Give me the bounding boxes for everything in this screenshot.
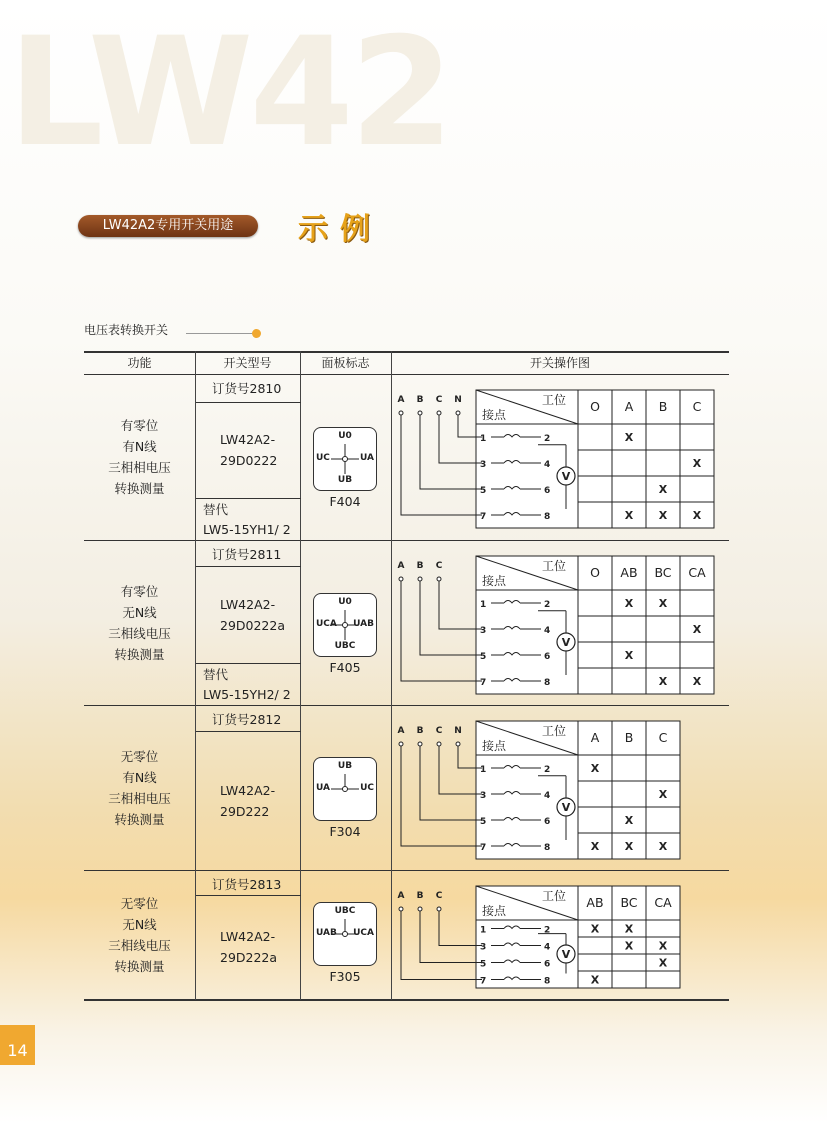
phase-terminal xyxy=(399,907,403,911)
col-divider xyxy=(300,351,301,1000)
terminal-label: 5 xyxy=(480,652,487,662)
terminal-label: 5 xyxy=(480,959,487,970)
row-rule xyxy=(84,870,729,871)
contacts-label: 接点 xyxy=(482,408,507,422)
phase-terminal xyxy=(399,411,403,415)
terminal-label: 4 xyxy=(544,626,551,636)
position-label: O xyxy=(590,399,600,414)
panel-top-label: U0 xyxy=(338,431,352,441)
table-bottom-rule xyxy=(84,999,729,1001)
function-text: 无零位 xyxy=(120,895,159,911)
terminal-label: 8 xyxy=(544,678,551,688)
function-text: 有零位 xyxy=(120,418,159,433)
position-label: BC xyxy=(654,565,672,580)
mark-x: X xyxy=(624,840,634,853)
panel-bottom-label: UB xyxy=(337,475,353,485)
replace-label: 替代 xyxy=(203,667,229,682)
mark-x: X xyxy=(624,597,634,610)
function-text: 三相相电压 xyxy=(108,460,171,475)
phase-terminal xyxy=(418,577,422,581)
mark-x: X xyxy=(658,788,668,801)
mark-x: X xyxy=(624,649,634,662)
phase-label: B xyxy=(416,395,424,405)
work-label: 工位 xyxy=(541,724,566,738)
phase-label: N xyxy=(454,395,462,405)
panel-right-label: UAB xyxy=(353,619,374,629)
model-text: 29D222 xyxy=(220,803,270,819)
phase-terminal xyxy=(437,907,441,911)
order-number: 订货号2812 xyxy=(212,712,282,727)
panel-knob xyxy=(343,457,348,462)
mark-x: X xyxy=(590,762,600,775)
phase-terminal xyxy=(437,411,441,415)
phase-label: A xyxy=(397,395,405,405)
function-text: 三相线电压 xyxy=(108,625,171,641)
panel-symbol xyxy=(313,757,377,821)
order-number: 订货号2811 xyxy=(212,547,282,562)
watermark: LW42 xyxy=(8,6,451,180)
terminal-label: 7 xyxy=(480,512,487,522)
terminal-label: 8 xyxy=(544,512,551,522)
terminal-label: 8 xyxy=(544,843,551,853)
phase-terminal xyxy=(437,577,441,581)
mark-x: X xyxy=(658,840,668,853)
terminal-label: 7 xyxy=(480,678,487,688)
voltmeter-label: V xyxy=(561,801,571,814)
position-label: CA xyxy=(654,895,672,910)
terminal-label: 7 xyxy=(480,843,487,853)
page-number: 14 xyxy=(0,1025,35,1065)
terminal-label: 1 xyxy=(480,925,487,936)
phase-terminal xyxy=(456,411,460,415)
header-rule xyxy=(84,374,729,375)
header-diagram: 开关操作图 xyxy=(529,356,590,370)
mark-x: X xyxy=(624,939,634,953)
phase-terminal xyxy=(418,742,422,746)
panel-knob xyxy=(343,623,348,628)
function-text: 有零位 xyxy=(120,583,159,599)
order-number: 订货号2813 xyxy=(212,877,282,892)
switch-diagram xyxy=(395,552,729,697)
position-label: A xyxy=(590,730,600,745)
contacts-label: 接点 xyxy=(482,574,507,588)
phase-label: C xyxy=(435,561,443,571)
panel-right-label: UA xyxy=(360,453,374,463)
terminal-label: 7 xyxy=(480,976,487,987)
function-text: 无N线 xyxy=(122,604,157,620)
col-divider xyxy=(391,351,392,1000)
model-text: LW42A2- xyxy=(220,929,276,944)
panel-top-label: UB xyxy=(337,761,353,771)
phase-terminal xyxy=(399,577,403,581)
phase-label: B xyxy=(416,726,424,736)
terminal-label: 1 xyxy=(480,434,487,444)
switch-diagram xyxy=(395,717,729,862)
position-label: A xyxy=(624,399,634,414)
panel-bottom-label: UBC xyxy=(334,641,356,651)
mark-x: X xyxy=(590,973,600,987)
replace-model: LW5-15YH1/ 2 xyxy=(203,522,291,537)
function-text: 转换测量 xyxy=(114,811,165,827)
mark-x: X xyxy=(658,956,668,970)
terminal-label: 2 xyxy=(544,765,551,775)
panel-top-label: UBC xyxy=(334,906,356,916)
mark-x: X xyxy=(692,457,702,470)
panel-symbol xyxy=(313,593,377,657)
terminal-label: 8 xyxy=(544,976,551,987)
mark-x: X xyxy=(590,922,600,936)
panel-left-label: UCA xyxy=(316,619,337,629)
panel-left-label: UAB xyxy=(316,928,337,938)
panel-left-label: UA xyxy=(316,783,330,793)
panel-knob xyxy=(343,787,348,792)
model-text: LW42A2- xyxy=(220,782,276,798)
phase-label: C xyxy=(435,395,443,405)
header-model: 开关型号 xyxy=(223,356,272,370)
row-rule xyxy=(84,705,729,706)
panel-top-label: U0 xyxy=(338,597,352,607)
mark-x: X xyxy=(624,922,634,936)
subtitle-line xyxy=(186,333,254,334)
table-subtitle: 电压表转换开关 xyxy=(84,323,169,337)
function-text: 有N线 xyxy=(122,439,157,454)
position-label: O xyxy=(590,565,600,580)
terminal-label: 4 xyxy=(544,460,551,470)
mark-x: X xyxy=(658,597,668,610)
mark-x: X xyxy=(692,623,702,636)
voltmeter-label: V xyxy=(561,636,571,649)
terminal-label: 6 xyxy=(544,486,551,496)
mark-x: X xyxy=(658,675,668,688)
terminal-label: 6 xyxy=(544,959,551,970)
page-title: 示例 xyxy=(298,212,382,247)
subtitle-dot xyxy=(252,329,261,338)
mark-x: X xyxy=(658,483,668,496)
phase-wire xyxy=(420,581,482,655)
position-label: C xyxy=(658,730,668,745)
function-text: 三相线电压 xyxy=(108,937,171,953)
terminal-label: 3 xyxy=(480,942,487,953)
terminal-label: 6 xyxy=(544,817,551,827)
terminal-label: 1 xyxy=(480,765,487,775)
phase-terminal xyxy=(437,742,441,746)
terminal-label: 1 xyxy=(480,600,487,610)
mark-x: X xyxy=(658,509,668,522)
header-function: 功能 xyxy=(127,356,152,370)
phase-wire xyxy=(420,746,482,820)
function-text: 无零位 xyxy=(120,748,159,764)
phase-label: C xyxy=(435,891,443,901)
panel-code: F404 xyxy=(329,494,361,509)
terminal-label: 6 xyxy=(544,652,551,662)
panel-knob xyxy=(343,932,348,937)
voltmeter-label: V xyxy=(561,948,571,961)
mark-x: X xyxy=(692,509,702,522)
phase-wire xyxy=(401,415,482,515)
position-label: B xyxy=(658,399,668,414)
terminal-label: 3 xyxy=(480,791,487,801)
function-text: 有N线 xyxy=(122,769,157,785)
phase-terminal xyxy=(418,411,422,415)
panel-symbol xyxy=(313,427,377,491)
phase-wire xyxy=(401,581,482,681)
phase-label: B xyxy=(416,891,424,901)
model-divider xyxy=(196,895,301,896)
col-divider xyxy=(195,351,196,1000)
panel-right-label: UC xyxy=(360,783,374,793)
order-number: 订货号2810 xyxy=(212,381,282,396)
phase-label: A xyxy=(397,561,405,571)
model-divider xyxy=(196,731,301,732)
model-text: 29D0222a xyxy=(220,617,286,633)
phase-label: A xyxy=(397,726,405,736)
function-text: 转换测量 xyxy=(114,646,165,662)
panel-code: F305 xyxy=(329,969,361,984)
section-tag: LW42A2专用开关用途 xyxy=(78,215,258,237)
position-label: AB xyxy=(620,565,638,580)
model-text: LW42A2- xyxy=(220,596,276,612)
position-label: AB xyxy=(586,895,604,910)
position-label: BC xyxy=(620,895,638,910)
mark-x: X xyxy=(692,675,702,688)
model-text: 29D0222 xyxy=(220,453,278,468)
model-text: 29D222a xyxy=(220,950,278,965)
terminal-label: 5 xyxy=(480,486,487,496)
panel-code: F304 xyxy=(329,824,361,839)
mark-x: X xyxy=(624,431,634,444)
panel-symbol xyxy=(313,902,377,966)
phase-label: C xyxy=(435,726,443,736)
mark-x: X xyxy=(590,840,600,853)
contacts-label: 接点 xyxy=(482,739,507,753)
mark-x: X xyxy=(624,814,634,827)
mark-x: X xyxy=(658,939,668,953)
work-label: 工位 xyxy=(541,889,566,903)
terminal-label: 3 xyxy=(480,460,487,470)
phase-label: B xyxy=(416,561,424,571)
header-panel: 面板标志 xyxy=(321,356,370,370)
position-label: C xyxy=(692,399,702,414)
switch-diagram xyxy=(395,882,729,991)
terminal-label: 4 xyxy=(544,942,551,953)
voltmeter-label: V xyxy=(561,470,571,483)
phase-label: A xyxy=(397,891,405,901)
panel-left-label: UC xyxy=(316,453,330,463)
terminal-label: 4 xyxy=(544,791,551,801)
row-rule xyxy=(84,540,729,541)
phase-wire xyxy=(420,911,482,963)
phase-label: N xyxy=(454,726,462,736)
model-text: LW42A2- xyxy=(220,432,276,447)
phase-wire xyxy=(401,746,482,846)
contacts-label: 接点 xyxy=(482,904,507,918)
function-text: 三相相电压 xyxy=(108,790,171,806)
phase-wire xyxy=(420,415,482,489)
position-label: B xyxy=(624,730,634,745)
function-text: 转换测量 xyxy=(114,481,165,496)
work-label: 工位 xyxy=(541,393,566,407)
model-divider xyxy=(196,402,301,403)
function-text: 转换测量 xyxy=(114,958,165,974)
panel-code: F405 xyxy=(329,660,361,675)
terminal-label: 5 xyxy=(480,817,487,827)
replace-label: 替代 xyxy=(203,502,229,517)
model-divider xyxy=(196,566,301,567)
terminal-label: 3 xyxy=(480,626,487,636)
phase-terminal xyxy=(418,907,422,911)
mark-x: X xyxy=(624,509,634,522)
replace-model: LW5-15YH2/ 2 xyxy=(203,687,291,702)
phase-terminal xyxy=(399,742,403,746)
function-text: 无N线 xyxy=(122,916,157,932)
terminal-label: 2 xyxy=(544,925,551,936)
switch-diagram xyxy=(395,386,729,532)
panel-right-label: UCA xyxy=(353,928,374,938)
work-label: 工位 xyxy=(541,559,566,573)
table-top-rule xyxy=(84,351,729,353)
phase-terminal xyxy=(456,742,460,746)
terminal-label: 2 xyxy=(544,434,551,444)
position-label: CA xyxy=(688,565,706,580)
terminal-label: 2 xyxy=(544,600,551,610)
